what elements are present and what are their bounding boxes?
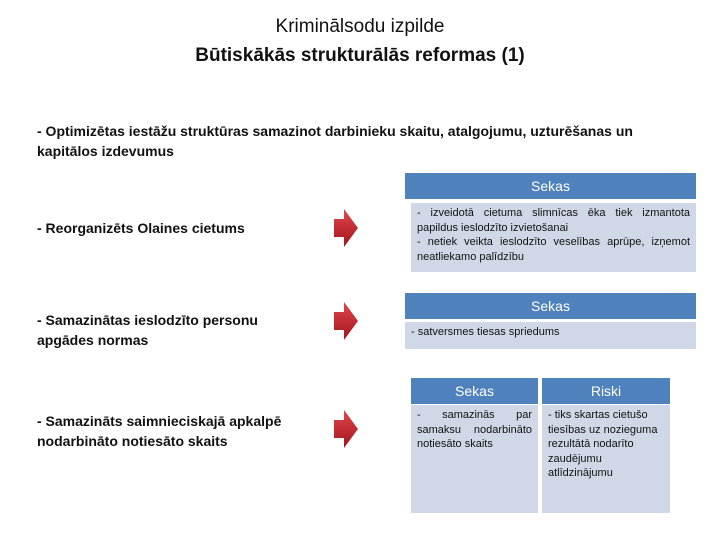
row-3-consequence-header: Sekas — [411, 378, 538, 404]
intro-bullet: - Optimizētas iestāžu struktūras samazinot darbinieku skaitu, atalgojumu, uzturēšanas un kapitālos izdevumus — [37, 123, 633, 159]
row-1-consequence-line-1: - izveidotā cietuma slimnīcas ēka tiek izmantota papildus ieslodzīto izvietošanai — [417, 207, 690, 234]
row-3-risk-header: Riski — [542, 378, 670, 404]
row-3-consequence-cell: - samazinās par samaksu nodarbināto notiesāto skaits — [411, 405, 538, 513]
row-2-consequence-line-1: - satversmes tiesas spriedums — [411, 326, 560, 338]
row-3-risk-cell: - tiks skartas cietušo tiesības uz nozieguma rezultātā nodarīto zaudējumu atlīdzinājumu — [542, 405, 670, 513]
page-title: Kriminālsodu izpilde — [275, 16, 445, 37]
page-subtitle: Būtiskākās strukturālās reformas (1) — [195, 45, 525, 66]
row-1-consequence-line-2: - netiek veikta ieslodzīto veselības aprūpe, izņemot neatliekamo palīdzību — [417, 236, 690, 263]
row-1-consequence-cell — [411, 203, 696, 272]
row-1-consequence-header: Sekas — [405, 173, 696, 199]
row-1-label: - Reorganizēts Olaines cietums — [37, 220, 245, 236]
row-2-consequence-cell — [405, 322, 696, 349]
red-right-arrow-icon — [334, 302, 358, 340]
red-right-arrow-icon — [334, 209, 358, 247]
row-3-label: - Samazināts saimnieciskajā apkalpē nodarbināto notiesāto skaits — [37, 413, 282, 449]
red-right-arrow-icon — [334, 410, 358, 448]
row-2-consequence-header: Sekas — [405, 293, 696, 319]
row-2-label: - Samazinātas ieslodzīto personu apgādes normas — [37, 312, 258, 348]
